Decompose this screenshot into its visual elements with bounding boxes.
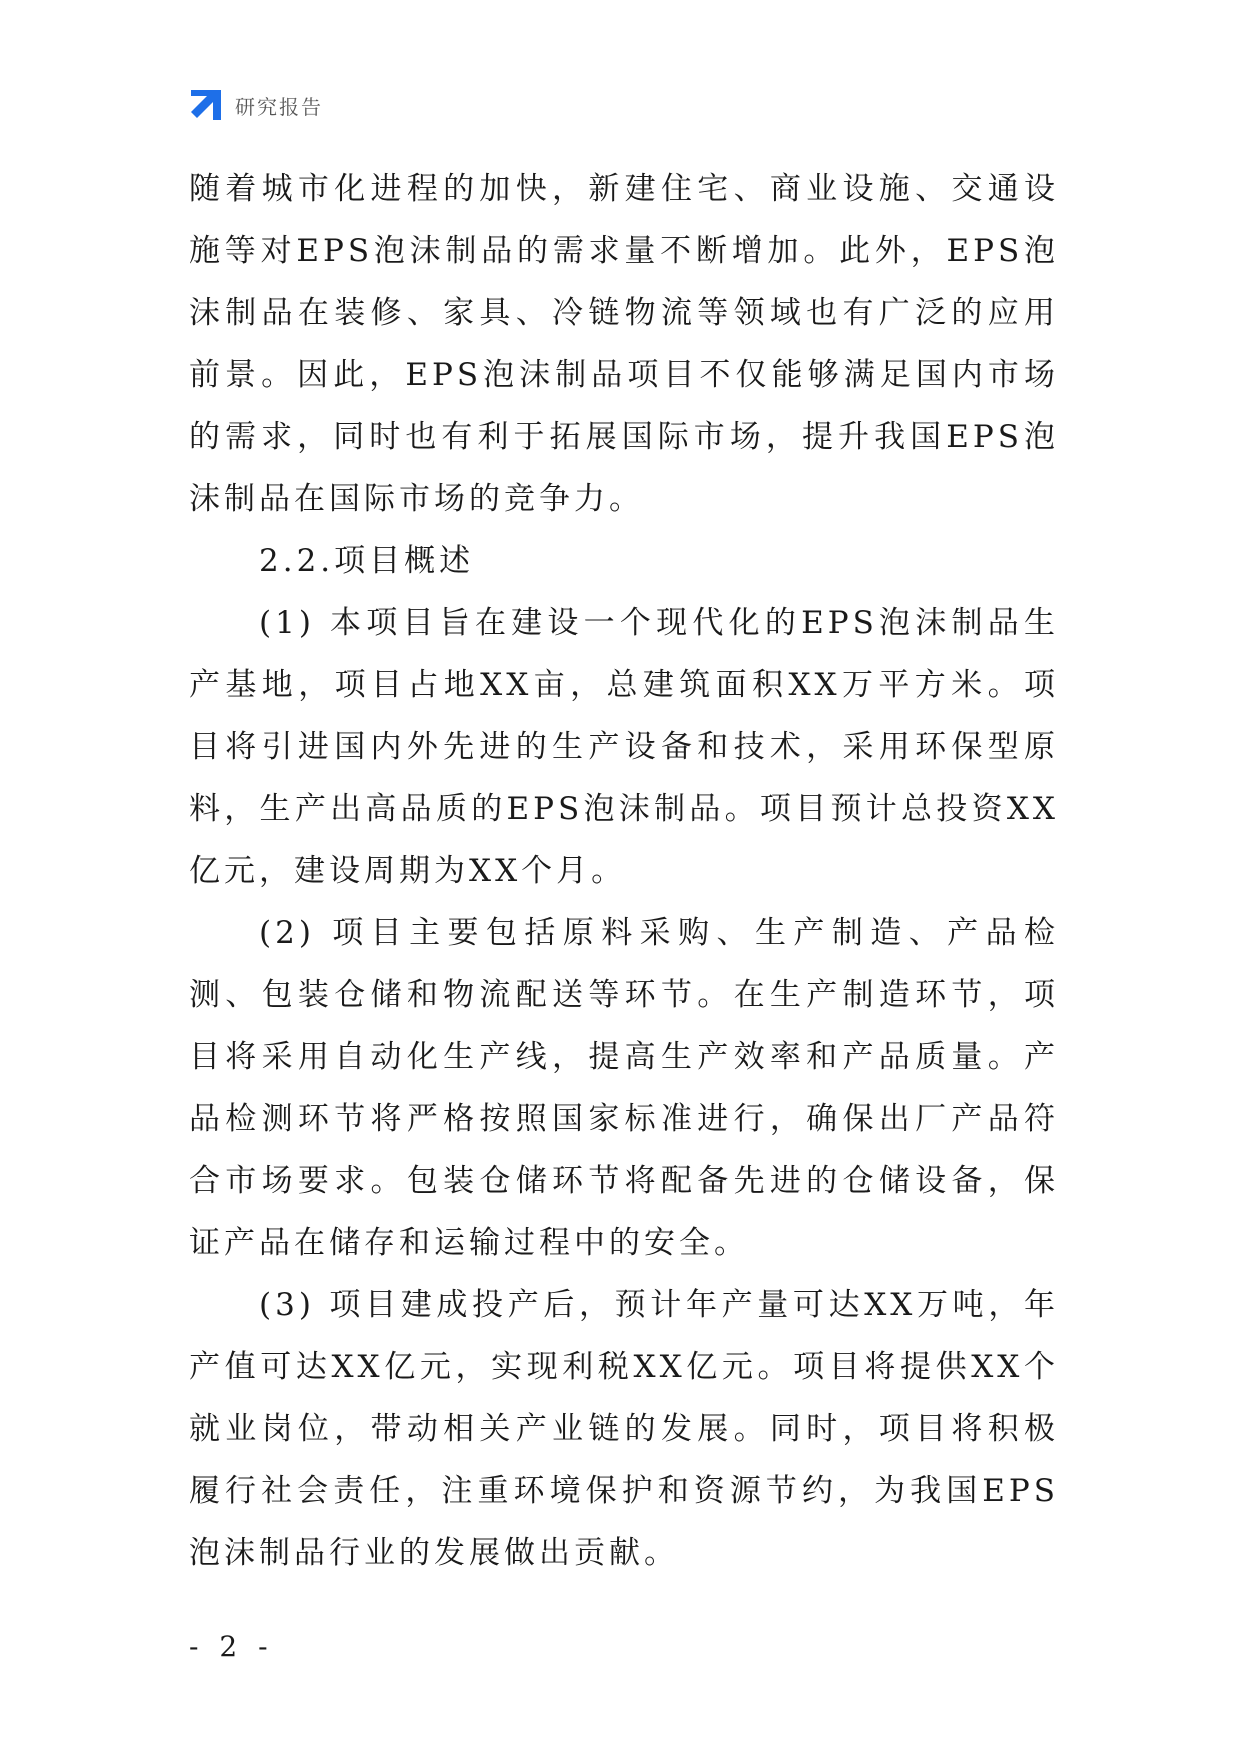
paragraph-item-3: (3) 项目建成投产后，预计年产量可达XX万吨，年产值可达XX亿元，实现利税XX亿元。项目将提供XX个就业岗位，带动相关产业链的发展。同时，项目将积极履行社会责任，注重环境保护和资源节约，为我国EPS泡沫制品行业的发展做出贡献。 xyxy=(189,1287,1059,1571)
paragraph-item-1: (1) 本项目旨在建设一个现代化的EPS泡沫制品生产基地，项目占地XX亩，总建筑面积XX万平方米。项目将引进国内外先进的生产设备和技术，采用环保型原料，生产出高品质的EPS泡沫制品。项目预计总投资XX亿元，建设周期为XX个月。 xyxy=(189,605,1059,889)
document-body xyxy=(189,158,1059,1584)
paragraph-item-2: (2) 项目主要包括原料采购、生产制造、产品检测、包装仓储和物流配送等环节。在生产制造环节，项目将采用自动化生产线，提高生产效率和产品质量。产品检测环节将严格按照国家标准进行，确保出厂产品符合市场要求。包装仓储环节将配备先进的仓储设备，保证产品在储存和运输过程中的安全。 xyxy=(189,915,1059,1261)
arrow-logo-icon xyxy=(189,88,223,122)
header-title: 研究报告 xyxy=(235,94,323,119)
page-header xyxy=(189,88,323,122)
paragraph-intro: 随着城市化进程的加快，新建住宅、商业设施、交通设施等对EPS泡沫制品的需求量不断增加。此外，EPS泡沫制品在装修、家具、冷链物流等领域也有广泛的应用前景。因此，EPS泡沫制品项目不仅能够满足国内市场的需求，同时也有利于拓展国际市场，提升我国EPS泡沫制品在国际市场的竞争力。 xyxy=(189,171,1059,517)
page-number: - 2 - xyxy=(189,1630,274,1663)
section-heading: 2.2.项目概述 xyxy=(259,543,475,579)
